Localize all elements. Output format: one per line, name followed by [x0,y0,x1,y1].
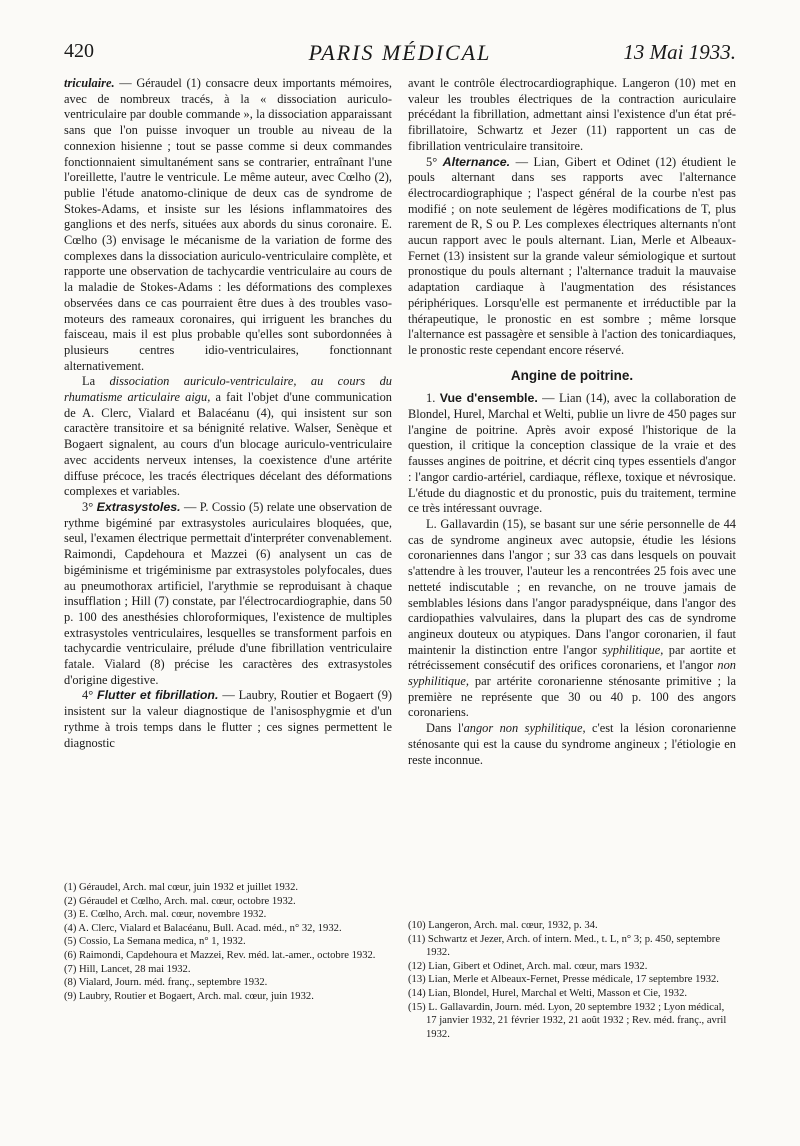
paragraph [64,500,392,688]
italic-text: dissociation auriculo-ventriculaire, au cours du rhumatisme articulaire aigu, [64,374,392,405]
paragraph-text: par artérite coronarienne sténosante primitive ; la première ne représente que 30 ou 40 p. 100 des angors coronariens. [408,674,736,720]
italic-text: angor non syphilitique, [463,721,586,736]
footnote: (10) Langeron, Arch. mal. cœur, 1932, p. 34. [408,920,598,931]
paragraph-text: — P. Cossio (5) relate une observation de rythme bigéminé par extrasystoles auriculaires bloquées, que, seul, l'examen électrique permettait d'interpréter convenablement. Raimondi, Capdehoura et Mazzei (6) analysent un cas de bigéminisme et trigéminisme par extrasystoles polyfocales, dues au pneumothorax artificiel, l'arythmie se reproduisant à chaque insufflation ; Hill (7) constate, par l'électrocardiographie, dans 50 p. 100 des anesthésies chloroformiques, l'existence de multiples extrasystoles ventriculaires, lesquelles se transforment parfois en tachycardie ventriculaire, prélude d'une fibrillation ventriculaire fatale. Vialard (8) précise les caractères des extrasystoles d'origine digestive. [64,499,392,687]
footnotes-right [408,919,736,1041]
footnote: (8) Vialard, Journ. méd. franç., septembre 1932. [64,977,268,989]
run-in-word: triculaire. [64,76,115,90]
footnote: (1) Géraudel, Arch. mal cœur, juin 1932 et juillet 1932. [64,882,299,893]
subheading: Vue d'ensemble. [439,391,538,406]
paragraph-text: L. Gallavardin (15), se basant sur une série personnelle de 44 cas de syndrome angineux avec autopsie, étudie les lésions coronariennes dans l'angor ; sur 33 cas dans lesquels on pouvait s'attendre à les trouver, l'auteur les a rencontrées 25 fois avec une netteté indiscutable ; en revanche, on ne trouve jamais de semblables lésions dans l'angor paradyspnéique, dans l'angor des cardiopathies valvulaires, dans la plupart des cas de syndrome angineux douteux ou atypiques. Dans l'angor coronarien, il faut maintenir la distinction entre l'angor [408,516,736,657]
footnote: (13) Lian, Merle et Albeaux-Fernet, Presse médicale, 17 septembre 1932. [408,974,719,986]
page-number: 420 [64,40,94,62]
heading-number: 5° [426,154,443,169]
page-header [64,40,736,68]
paragraph-text: par aortite et rétrécissement consécutif des orifices coronariens, et l'angor [408,642,736,673]
issue-date: 13 Mai 1933. [623,40,736,64]
footnote: (15) L. Gallavardin, Journ. méd. Lyon, 20 septembre 1932 ; Lyon médical, 17 janvier 1932, 21 février 1932, 21 août 1932 ; Rev. méd. franç., avril 1932. [408,1001,727,1040]
italic-text: non syphilitique, [408,658,736,689]
footnote: (7) Hill, Lancet, 28 mai 1932. [64,963,191,975]
paragraph-text: Dans l' [426,721,464,736]
subheading: Extrasystoles. [96,499,181,514]
footnote: (3) E. Cœlho, Arch. mal. cœur, novembre 1932. [64,909,267,921]
left-column [64,76,392,751]
paragraph-text: La [82,374,110,389]
paragraph-text: — Lian, Gibert et Odinet (12) étudient le pouls alternant dans ses rapports avec l'alternance électrocardiographique ; l'aspect général de la courbe n'est pas modifié ; on note seulement de légères modifications de T, plus rarement de R, S ou P. Les complexes électriques alternants n'ont aucun rapport avec le pouls alternant. Lian, Merle et Albeaux-Fernet (13) insistent sur la grande valeur sémiologique et surtout pronostique du pouls alternant ; l'alternance traduit la mauvaise adaptation cardiaque à l'augmentation des résistances périphériques. Lorsqu'elle est permanente et irréductible par la thérapeutique, le pronostic en est sombre ; même lorsque l'alternance est passagère et sensible à l'action des tonicardiaques, le pronostic reste cependant encore réservé. [408,154,737,357]
paragraph [408,721,736,768]
footnotes-left [64,881,392,1003]
heading-number: 4° [82,688,98,703]
italic-text: syphilitique, [602,642,664,657]
paragraph [64,76,392,374]
paragraph-text: — Lian (14), avec la collaboration de Blondel, Hurel, Marchal et Welti, publie un livre de 450 pages sur l'angine de poitrine. Après avoir exposé l'historique de la question, il critique la conception classique de la vraie et des fausses angines de poitrine, et décrit cinq types essentiels d'angor : l'angor cardio-artériel, cardiaque, réflexe, toxique et névrosique. L'étude du diagnostic et du pronostic, puis du traitement, termine ce très intéressant ouvrage. [408,391,737,516]
footnote: (5) Cossio, La Semana medica, n° 1, 1932. [64,936,246,948]
paragraph [408,76,736,155]
footnote: (11) Schwartz et Jezer, Arch. of intern. Med., t. L, n° 3; p. 450, septembre 1932. [408,933,721,959]
heading-number: 3° [82,499,97,514]
footnote: (2) Géraudel et Cœlho, Arch. mal. cœur, octobre 1932. [64,895,296,907]
paragraph-text: — Géraudel (1) consacre deux importants mémoires, avec de nombreux tracés, à la « dissociation auriculo-ventriculaire par double commande », la dissociation apparaissant sans que l'on puisse invoquer un trouble au niveau de la connexion hisienne ; tout se passe comme si deux commandes fonctionnaient simultanément sans se contrarier, entraînant l'une l'oreillette, l'autre le ventricule. Le même auteur, avec Cœlho (2), publie l'étude anatomo-clinique de deux cas de syndrome de Stokes-Adams, et insiste sur les lésions inflammatoires des ganglions et des nerfs, situées aux abords du sinus coronaire. E. Cœlho (3) envisage le mécanisme de la variation de forme des complexes dans la dissociation auriculo-ventriculaire complète, et rapporte une observation de tachycardie ventriculaire au cours de la maladie de Stokes-Adams : les déformations des complexes observées dans ce cas pourraient être dues à des troubles vaso-moteurs des rameaux coronaires, qui irriguent les branches du faisceau, mais il est plus probable qu'elles sont subordonnées à plusieurs centres idio-ventriculaires, fonctionnant alternativement. [64,76,392,373]
subheading: Alternance. [442,154,511,169]
footnote: (9) Laubry, Routier et Bogaert, Arch. mal. cœur, juin 1932. [64,990,314,1002]
footnote: (14) Lian, Blondel, Hurel, Marchal et Welti, Masson et Cie, 1932. [408,987,688,999]
section-title: Angine de poitrine. [510,367,634,383]
paragraph [408,517,736,721]
footnote: (4) A. Clerc, Vialard et Balacéanu, Bull. Acad. méd., n° 32, 1932. [64,922,342,934]
footnote: (6) Raimondi, Capdehoura et Mazzei, Rev. méd. lat.-amer., octobre 1932. [64,949,376,961]
paragraph-text: a fait l'objet d'une communication de A. Clerc, Vialard et Balacéanu (4), qui insistent sur son caractère transitoire et sa bénignité relative. Walser, Senèque et Bogaert signalent, au cours d'un blocage auriculo-ventriculaire avec accidents nerveux intenses, la coexistence d'une artérite diffuse précoce, les tracés électriques décelant des déformations complexes et variables. [64,390,392,499]
journal-title: PARIS MÉDICAL [308,40,492,65]
paragraph-text: c'est la lésion coronarienne sténosante qui est la cause du syndrome angineux ; l'étiologie en reste inconnue. [408,721,736,767]
heading-number: 1. [426,391,440,406]
paragraph-text: avant le contrôle électrocardiographique. Langeron (10) met en valeur les troubles électriques de la contraction auriculaire précédant la fibrillation, admettant ainsi l'existence d'un état pré-fibrillatoire, Schwartz et Jezer (11) rapportent un cas de fibrillation ventriculaire transitoire. [408,76,736,153]
right-column [408,76,736,768]
paragraph [64,688,392,751]
subheading: Flutter et fibrillation. [97,688,219,703]
footnote: (12) Lian, Gibert et Odinet, Arch. mal. cœur, mars 1932. [408,960,648,972]
paragraph [408,155,736,359]
paragraph-text: — Laubry, Routier et Bogaert (9) insistent sur la valeur diagnostique de l'anisosphygmie et d'un rythme à trois temps dans le flutter ; ces signes permettent le diagnostic [64,688,393,750]
paragraph [64,374,392,500]
paragraph [408,391,736,517]
